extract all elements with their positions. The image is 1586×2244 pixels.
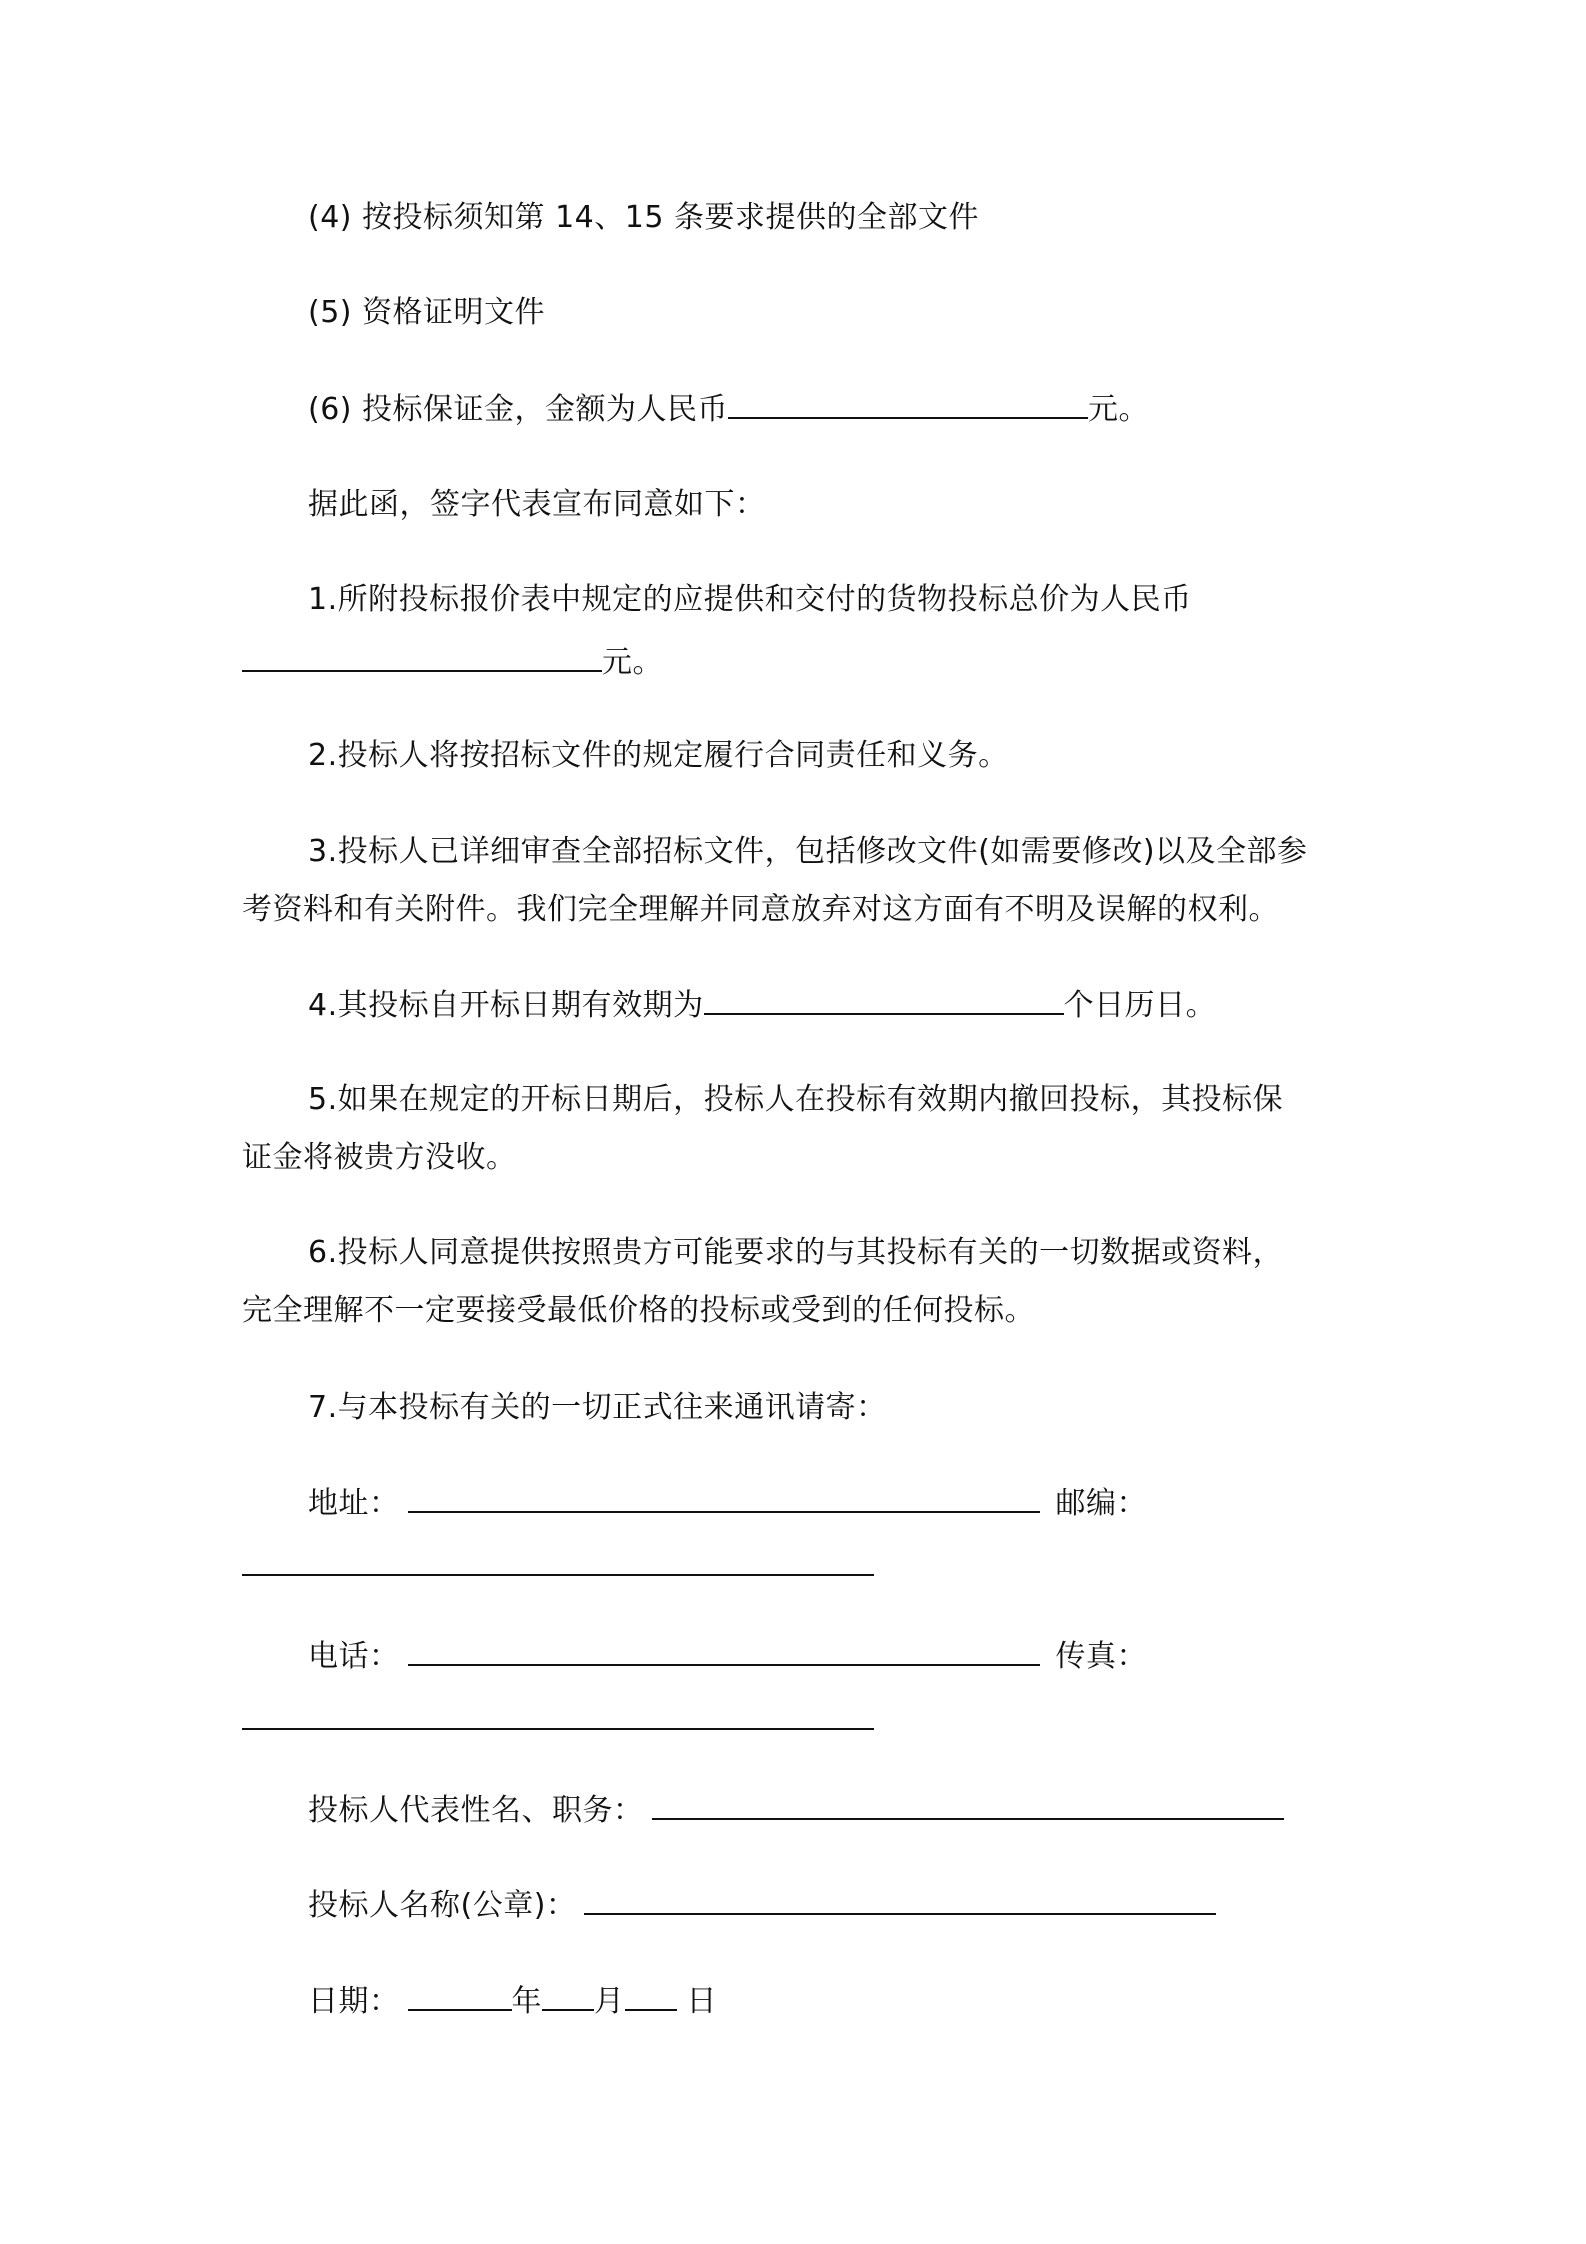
clause-4-suffix: 个日历日。 <box>1063 988 1217 1023</box>
bidder-name-row <box>308 1885 1216 1926</box>
clause-6-text-2: 完全理解不一定要接受最低价格的投标或受到的任何投标。 <box>242 1293 1035 1328</box>
postcode-label: 邮编： <box>1055 1486 1148 1521</box>
item-4 <box>308 198 979 238</box>
year-label: 年 <box>511 1984 542 2019</box>
intro-text: 据此函，签字代表宣布同意如下： <box>308 487 766 522</box>
clause-3-line-2 <box>242 890 1279 930</box>
representative-row <box>308 1790 1284 1831</box>
clause-4 <box>308 985 1216 1026</box>
item-6 <box>308 389 1149 430</box>
clause-2-text: 2.投标人将按招标文件的规定履行合同责任和义务。 <box>308 738 1009 773</box>
representative-label: 投标人代表性名、职务： <box>308 1793 644 1828</box>
fax-label: 传真： <box>1055 1639 1148 1674</box>
validity-days-blank[interactable] <box>704 985 1064 1015</box>
clause-7 <box>308 1388 887 1428</box>
clause-3-line-1 <box>308 832 1308 872</box>
address-blank[interactable] <box>408 1483 1040 1513</box>
postcode-blank[interactable] <box>242 1574 874 1576</box>
clause-5-text-1: 5.如果在规定的开标日期后，投标人在投标有效期内撤回投标，其投标保 <box>308 1082 1284 1117</box>
clause-1-text: 1.所附投标报价表中规定的应提供和交付的货物投标总价为人民币 <box>308 582 1192 617</box>
year-blank[interactable] <box>408 1981 512 2011</box>
clause-3-text-2: 考资料和有关附件。我们完全理解并同意放弃对这方面有不明及误解的权利。 <box>242 892 1279 927</box>
item-5-text: (5) 资格证明文件 <box>308 295 546 330</box>
date-label: 日期： <box>308 1984 400 2019</box>
deposit-amount-blank[interactable] <box>728 389 1088 419</box>
item-4-text: (4) 按投标须知第 14、15 条要求提供的全部文件 <box>308 200 979 235</box>
clause-7-text: 7.与本投标有关的一切正式往来通讯请寄： <box>308 1390 887 1425</box>
item-5 <box>308 293 545 333</box>
clause-5-line-1 <box>308 1080 1283 1120</box>
clause-2 <box>308 736 1009 776</box>
day-label: 日 <box>686 1984 718 2019</box>
bidder-name-label: 投标人名称(公章)： <box>308 1888 577 1923</box>
intro-line <box>308 485 766 525</box>
clause-6-line-2 <box>242 1291 1035 1331</box>
day-blank[interactable] <box>625 1981 677 2011</box>
clause-4-prefix: 4.其投标自开标日期有效期为 <box>308 988 704 1023</box>
phone-blank[interactable] <box>408 1636 1040 1666</box>
representative-blank[interactable] <box>652 1790 1284 1820</box>
clause-6-text-1: 6.投标人同意提供按照贵方可能要求的与其投标有关的一切数据或资料， <box>308 1235 1284 1270</box>
address-row <box>308 1483 1147 1524</box>
clause-3-text-1: 3.投标人已详细审查全部招标文件，包括修改文件(如需要修改)以及全部参 <box>308 834 1308 869</box>
address-label: 地址： <box>308 1486 400 1521</box>
clause-1-suffix: 元。 <box>602 645 663 680</box>
phone-label: 电话： <box>308 1639 400 1674</box>
month-blank[interactable] <box>542 1981 594 2011</box>
phone-row <box>308 1636 1147 1677</box>
clause-1-line-2 <box>242 642 663 683</box>
bidder-name-blank[interactable] <box>584 1885 1216 1915</box>
clause-5-line-2 <box>242 1138 517 1178</box>
month-label: 月 <box>594 1984 625 2019</box>
clause-5-text-2: 证金将被贵方没收。 <box>242 1140 517 1175</box>
total-price-blank[interactable] <box>242 642 602 672</box>
item-6-suffix: 元。 <box>1088 392 1150 427</box>
item-6-prefix: (6) 投标保证金，金额为人民币 <box>308 392 729 427</box>
fax-blank[interactable] <box>242 1728 874 1730</box>
clause-1-line-1 <box>308 580 1192 620</box>
clause-6-line-1 <box>308 1233 1283 1273</box>
date-row <box>308 1981 717 2022</box>
